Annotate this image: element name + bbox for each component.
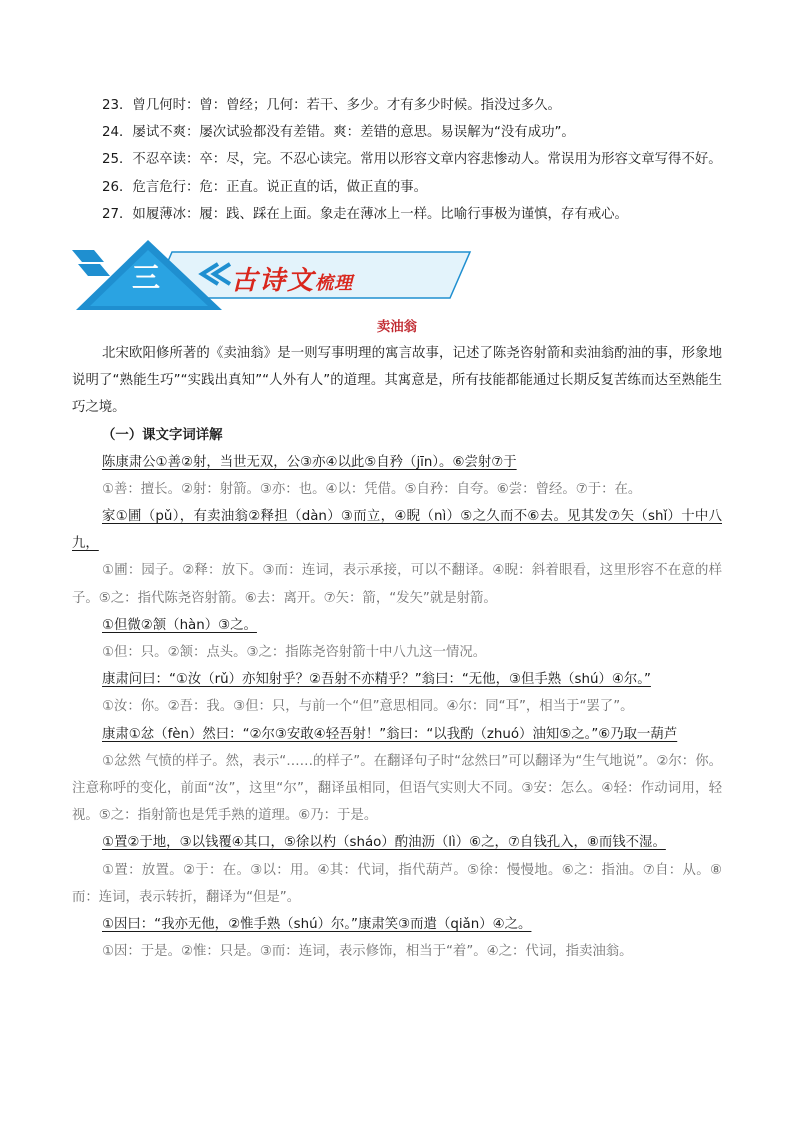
subheading: （一）课文字词详解	[102, 427, 223, 443]
passage-original: ①因曰：“我亦无他，②惟手熟（shú）尔。”康肃笑③而遣（qiǎn）④之。	[102, 917, 532, 933]
idiom-item: 25．不忍卒读：卒：尽，完。不忍心读完。常用以形容文章内容悲惨动人。常误用为形容文章写得不好。	[102, 152, 722, 168]
idiom-item: 23．曾几何时：曾：曾经；几何：若干、多少。才有多少时候。指没过多久。	[102, 98, 561, 113]
article-title: 卖油翁	[376, 320, 418, 336]
passage-notes: ①但：只。②颔：点头。③之：指陈尧咨射箭十中八九这一情况。	[102, 645, 487, 661]
idiom-item: 27．如履薄冰：履：践、踩在上面。象走在薄冰上一样。比喻行事极为谨慎，存有戒心。	[102, 206, 628, 222]
passage-notes: ①因：于是。②惟：只是。③而：连词，表示修饰，相当于“着”。④之：代词，指卖油翁。	[102, 944, 633, 960]
passage-notes: ①善：擅长。②射：射箭。③亦：也。④以：凭借。⑤自矜：自夸。⑥尝：曾经。⑦于：在。	[102, 481, 642, 497]
document-page	[72, 92, 722, 965]
passage-notes: ①忿然 气愤的样子。然，表示“……的样子”。在翻译句子时“忿然曰”可以翻译为“生气地说”。②尔：你。注意称呼的变化，前面“汝”，这里“尔”，翻译虽相同，但语气实则大不同。③安：怎么。④轻：作动词用，轻视。⑤之：指射箭也是凭手熟的道理。⑥乃：于是。	[72, 753, 722, 824]
passage-original: 陈康肃公①善②射，当世无双，公③亦④以此⑤自矜（jīn）。⑥尝射⑦于	[102, 454, 517, 470]
passage-notes: ①置：放置。②于：在。③以：用。④其：代词，指代葫芦。⑤徐：慢慢地。⑥之：指油。⑦自：从。⑧而：连词，表示转折，翻译为“但是”。	[72, 862, 722, 905]
section-title	[231, 260, 353, 297]
article-intro: 北宋欧阳修所著的《卖油翁》是一则写事明理的寓言故事，记述了陈尧咨射箭和卖油翁酌油的事，形象地说明了“熟能生巧”“实践出真知”“人外有人”的道理。其寓意是，所有技能都能通过长期反复苦练而达至熟能生巧之境。	[72, 346, 722, 416]
passage-original: 康肃①忿（fèn）然曰：“②尔③安敢④轻吾射！”翁曰：“以我酌（zhuó）油知⑤之。”⑥乃取一葫芦	[102, 726, 678, 742]
section-title-main: 古诗文	[231, 266, 316, 297]
section-number: 三	[131, 261, 160, 295]
passage-notes: ①汝：你。②吾：我。③但：只，与前一个“但”意思相同。④尔：同“耳”，相当于“罢了”。	[102, 699, 634, 715]
passage-original: 康肃问曰：“①汝（rǔ）亦知射乎？②吾射不亦精乎？”翁曰：“无他，③但手熟（shú）④尔。”	[102, 672, 651, 688]
idiom-item: 24．屡试不爽：屡次试验都没有差错。爽：差错的意思。易误解为“没有成功”。	[102, 125, 575, 141]
passage-original: ①置②于地，③以钱覆④其口，⑤徐以杓（sháo）酌油沥（lì）⑥之，⑦自钱孔入，⑧而钱不湿。	[102, 835, 666, 851]
passage-original: ①但微②颔（hàn）③之。	[102, 617, 257, 633]
idiom-item: 26．危言危行：危：正直。说正直的话，做正直的事。	[102, 179, 428, 195]
passage-original: 家①圃（pǔ），有卖油翁②释担（dàn）③而立，④睨（nì）⑤之久而不⑥去。见其发⑦矢（shǐ）十中八九，	[72, 509, 722, 552]
section-title-sub: 梳理	[315, 273, 354, 295]
section-banner	[72, 234, 722, 316]
passage-notes: ①圃：园子。②释：放下。③而：连词，表示承接，可以不翻译。④睨：斜着眼看，这里形容不在意的样子。⑤之：指代陈尧咨射箭。⑥去：离开。⑦矢：箭，“发矢”就是射箭。	[72, 563, 722, 606]
